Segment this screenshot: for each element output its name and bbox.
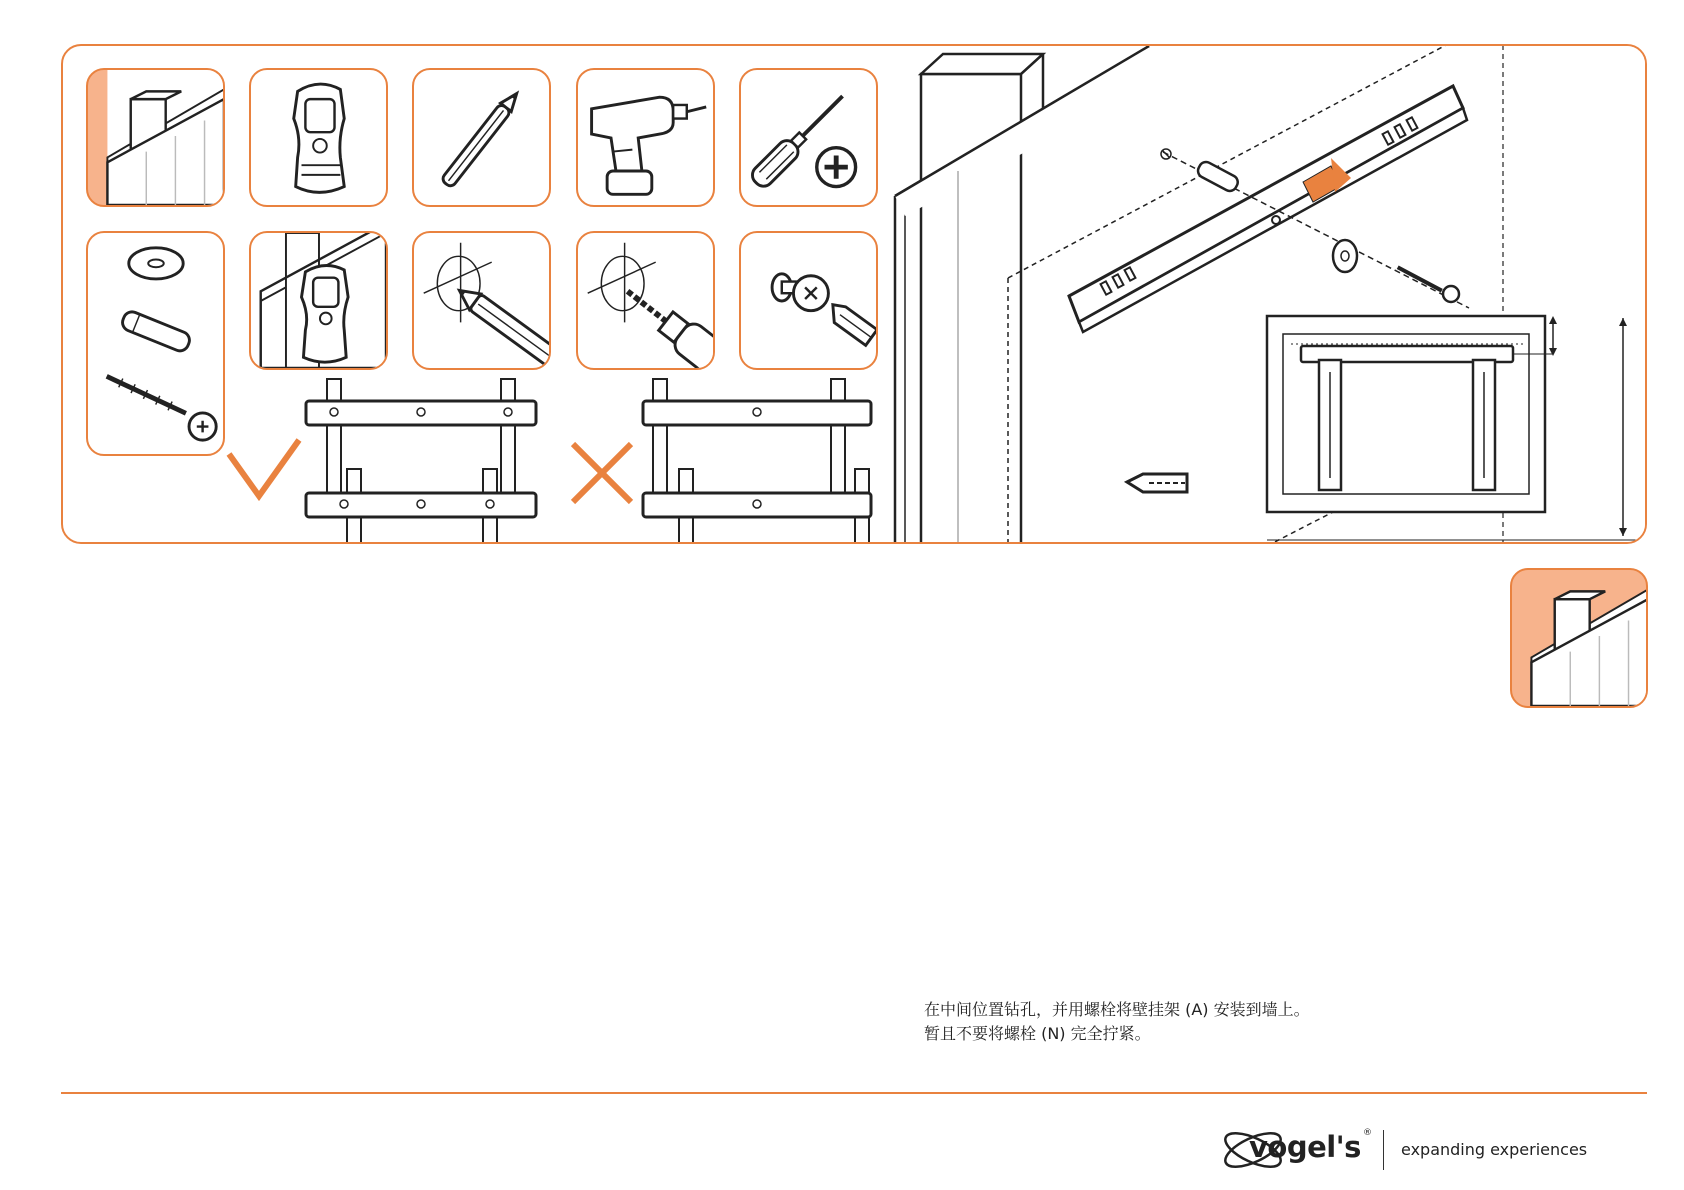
wall-stud-icon bbox=[1512, 570, 1646, 706]
brand-footer bbox=[1213, 1122, 1643, 1178]
instruction-line-2: 暂且不要将螺栓 (N) 完全拧紧。 bbox=[924, 1024, 1151, 1043]
instruction-text bbox=[924, 998, 1484, 1046]
incorrect-cross-icon bbox=[573, 444, 631, 502]
correct-mount-diagram bbox=[306, 379, 536, 544]
footer-divider bbox=[61, 1092, 1647, 1094]
instruction-panel bbox=[61, 44, 1647, 544]
brand-tagline: expanding experiences bbox=[1401, 1140, 1588, 1159]
trademark-symbol: ® bbox=[1363, 1128, 1372, 1138]
brand-divider bbox=[1383, 1130, 1384, 1170]
brand-name: vogel's bbox=[1249, 1130, 1361, 1164]
mounting-illustration bbox=[63, 46, 1647, 544]
incorrect-mount-diagram bbox=[643, 379, 871, 544]
wall-type-indicator-tile bbox=[1510, 568, 1648, 708]
drill-bit-icon bbox=[1127, 474, 1187, 492]
instruction-line-1: 在中间位置钻孔，并用螺栓将壁挂架 (A) 安装到墙上。 bbox=[924, 1000, 1310, 1019]
correct-check-icon bbox=[229, 440, 299, 496]
